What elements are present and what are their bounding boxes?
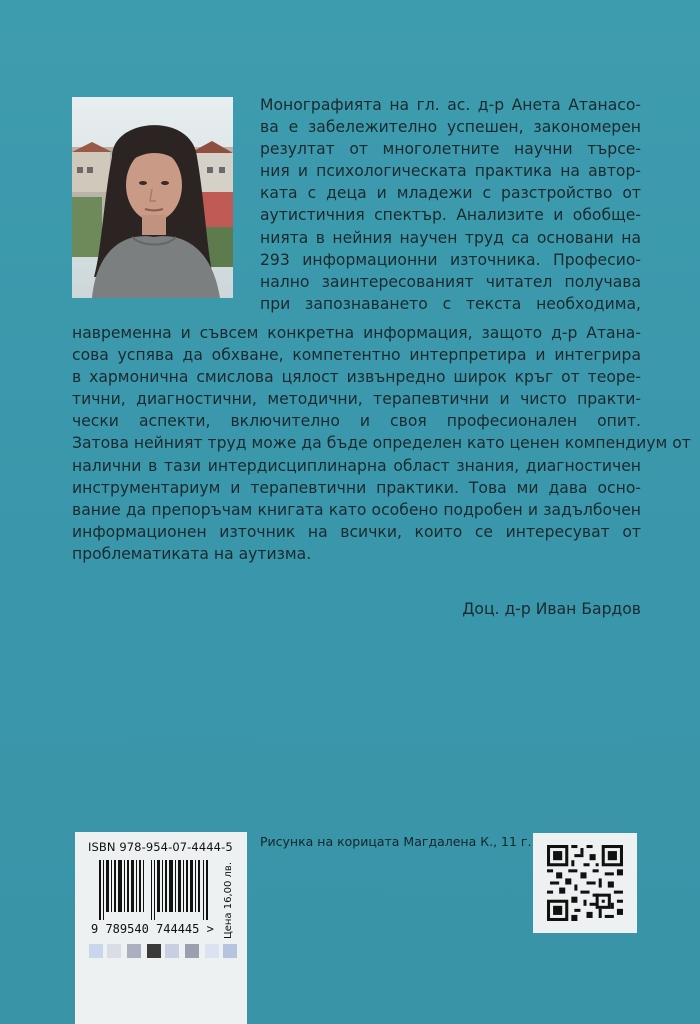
- text-line: инструментариум и терапевтични практики. Това ми дава осно-: [72, 478, 641, 497]
- pixel-strip-icon: [89, 944, 239, 958]
- text-line: вание да препоръчам книгата като особено подробен и задълбочен: [72, 500, 641, 519]
- recommendation-text-bottom: [72, 322, 691, 565]
- text-line: нално заинтересованият читател получава: [260, 272, 641, 291]
- barcode-icon: [99, 860, 209, 920]
- qr-panel: [533, 833, 637, 933]
- text-line: 293 информационни източника. Професио-: [260, 250, 641, 269]
- recommendation-text-top: [260, 94, 641, 315]
- author-photo: [72, 97, 233, 298]
- text-line: аутистичния спектър. Анализите и обобще-: [260, 206, 641, 225]
- text-line: при запознаването с текста необходима,: [260, 294, 641, 313]
- qr-code-icon: [547, 845, 623, 921]
- text-line: Монографията на гл. ас. д-р Анета Атанасо-: [260, 96, 641, 114]
- text-line: нията в нейния научен труд са основани на: [260, 228, 641, 247]
- barcode-digits: 9 789540 744445 >: [91, 922, 214, 936]
- text-line: Затова нейният труд може да бъде определен като ценен компендиум от: [72, 434, 691, 453]
- text-line: налични в тази интердисциплинарна област знания, диагностичен: [72, 456, 641, 475]
- text-line: проблематиката на аутизма.: [72, 544, 312, 563]
- text-line: ва е забележително успешен, закономерен: [260, 118, 641, 137]
- isbn-number: ISBN 978-954-07-4444-5: [88, 840, 233, 854]
- text-line: ката с деца и младежи с разстройство от: [260, 184, 641, 203]
- text-line: резултат от многолетните научни търсе-: [260, 140, 641, 159]
- text-line: ния и психологическата практика на автор-: [260, 162, 641, 181]
- price-label: Цена 16,00 лв.: [223, 862, 234, 940]
- isbn-panel: [75, 832, 247, 1024]
- text-line: навременна и съвсем конкретна информация, защото д-р Атана-: [72, 324, 641, 342]
- signature: Доц. д-р Иван Бардов: [462, 600, 641, 618]
- text-line: тични, диагностични, методични, терапевтични и чисто практи-: [72, 390, 641, 409]
- text-line: чески аспекти, включително и своя професионален опит.: [72, 412, 641, 431]
- cover-illustration-credit: Рисунка на корицата Магдалена К., 11 г.: [260, 834, 532, 849]
- text-line: в хармонична смислова цялост извънредно широк кръг от теоре-: [72, 368, 641, 387]
- text-line: информационен източник на всички, които се интересуват от: [72, 522, 641, 541]
- text-line: сова успява да обхване, компетентно интерпретира и интегрира: [72, 346, 641, 365]
